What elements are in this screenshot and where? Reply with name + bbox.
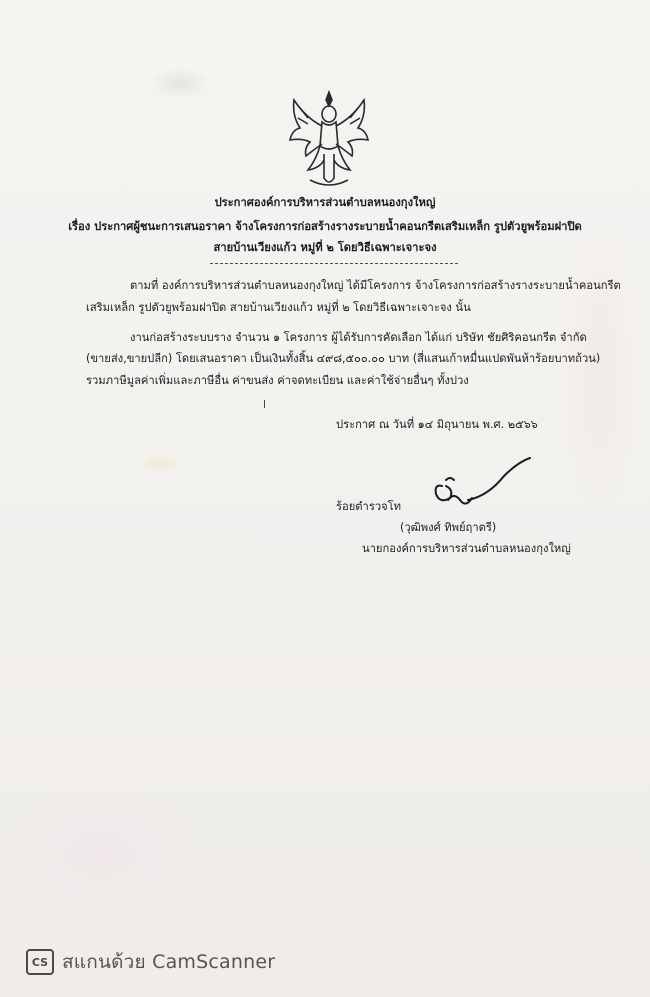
garuda-emblem-icon <box>286 88 372 192</box>
paragraph-1-line-1: ตามที่ องค์การบริหารส่วนตำบลหนองกุงใหญ่ ได้มีโครงการ จ้างโครงการก่อสร้างรางระบายน้ำคอนกรีต <box>130 279 621 292</box>
paragraph-2-line-3: รวมภาษีมูลค่าเพิ่มและภาษีอื่น ค่าขนส่ง ค่าจดทะเบียน และค่าใช้จ่ายอื่นๆ ทั้งปวง <box>86 374 469 387</box>
signer-title: นายกองค์การบริหารส่วนตำบลหนองกุงใหญ่ <box>362 542 571 555</box>
scan-smudge <box>150 68 210 98</box>
header-title: ประกาศองค์การบริหารส่วนตำบลหนองกุงใหญ่ <box>214 196 436 209</box>
header-subject-continued: สายบ้านเวียงแก้ว หมู่ที่ ๒ โดยวิธีเฉพาะเจาะจง <box>213 241 437 254</box>
paragraph-1-line-2: เสริมเหล็ก รูปตัวยูพร้อมฝาปิด สายบ้านเวียงแก้ว หมู่ที่ ๒ โดยวิธีเฉพาะเจาะจง นั้น <box>86 301 471 314</box>
scan-smudge <box>560 220 640 520</box>
scan-smudge <box>0 780 200 920</box>
signer-rank: ร้อยตำรวจโท <box>336 500 402 513</box>
paragraph-2-line-1: งานก่อสร้างระบบราง จำนวน ๑ โครงการ ผู้ได้รับการคัดเลือก ได้แก่ บริษัท ชัยศิริคอนกรีต จำกัด <box>130 331 587 344</box>
header-subject: เรื่อง ประกาศผู้ชนะการเสนอราคา จ้างโครงการก่อสร้างรางระบายน้ำคอนกรีตเสริมเหล็ก รูปตัวยูพร้อมฝาปิด <box>68 220 582 233</box>
header-divider <box>210 263 458 264</box>
handwritten-signature <box>428 456 538 516</box>
camscanner-watermark <box>26 948 275 976</box>
announcement-date: ประกาศ ณ วันที่ ๑๔ มิถุนายน พ.ศ. ๒๕๖๖ <box>336 418 538 431</box>
camscanner-icon: CS <box>26 949 54 975</box>
paragraph-2-line-2: (ขายส่ง,ขายปลีก) โดยเสนอราคา เป็นเงินทั้งสิ้น ๔๙๘,๕๐๐.๐๐ บาท (สี่แสนเก้าหมื่นแปดพันห้าร้อยบาทถ้วน) <box>86 352 601 365</box>
stray-mark <box>264 400 265 408</box>
camscanner-label: สแกนด้วย CamScanner <box>62 951 276 973</box>
scan-smudge <box>140 455 180 471</box>
signer-name: (วุฒิพงศ์ ทิพย์ฤาตรี) <box>400 521 497 534</box>
